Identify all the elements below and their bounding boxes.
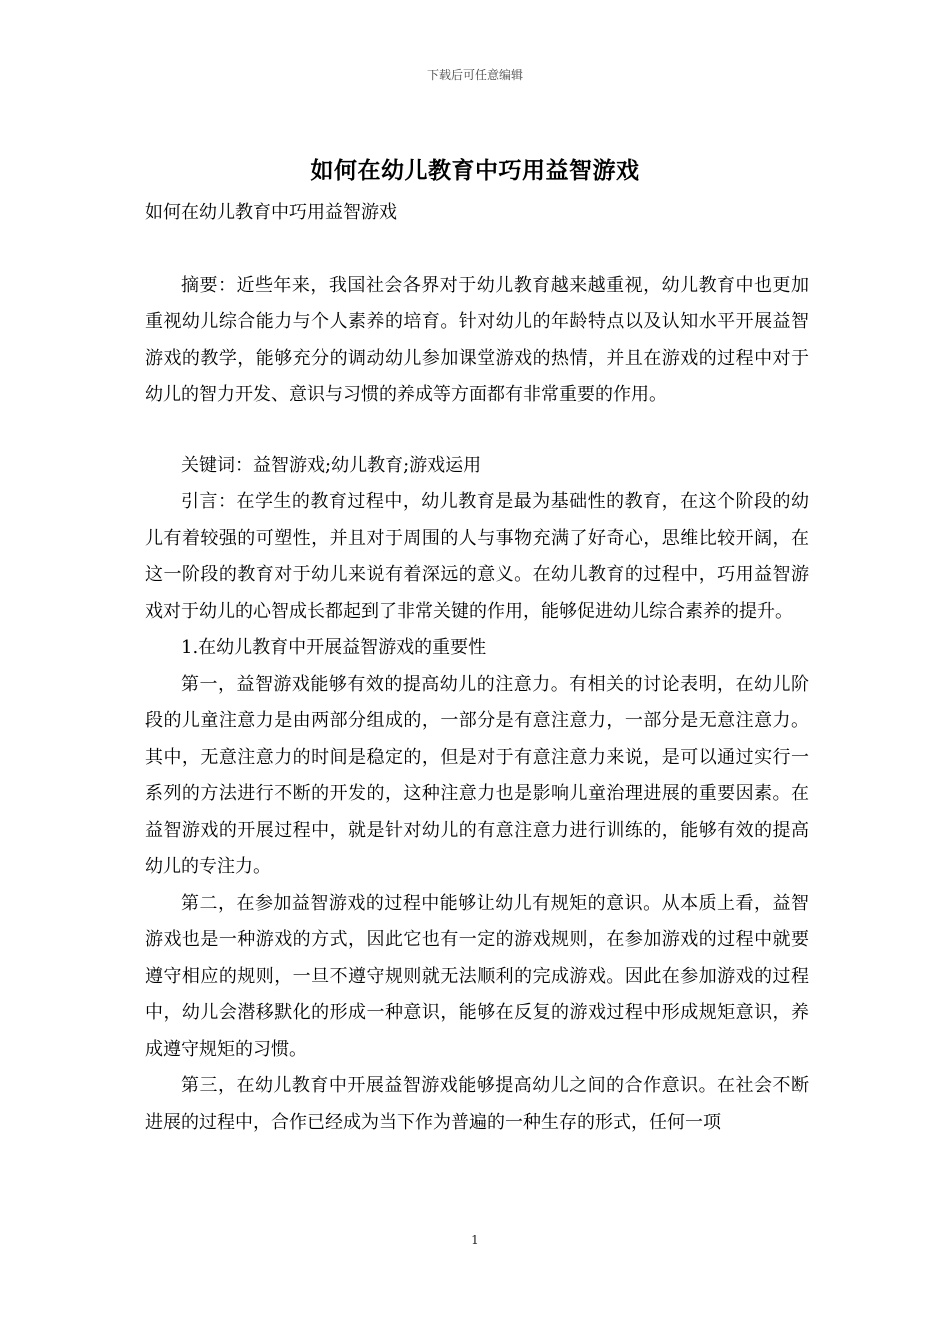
section-heading: 1.在幼儿教育中开展益智游戏的重要性 <box>181 637 487 658</box>
document-body <box>145 195 809 1141</box>
document-title: 如何在幼儿教育中巧用益智游戏 <box>310 158 640 184</box>
abstract-paragraph: 摘要：近些年来，我国社会各界对于幼儿教育越来越重视，幼儿教育中也更加重视幼儿综合能力与个人素养的培育。针对幼儿的年龄特点以及认知水平开展益智游戏的教学，能够充分的调动幼儿参加课堂游戏的热情，并且在游戏的过程中对于幼儿的智力开发、意识与习惯的养成等方面都有非常重要的作用。 <box>145 274 809 405</box>
document-subtitle: 如何在幼儿教育中巧用益智游戏 <box>145 202 397 223</box>
keywords-line: 关键词：益智游戏;幼儿教育;游戏运用 <box>181 454 482 476</box>
body-paragraph-1: 第一，益智游戏能够有效的提高幼儿的注意力。有相关的讨论表明，在幼儿阶段的儿童注意力是由两部分组成的，一部分是有意注意力，一部分是无意注意力。其中，无意注意力的时间是稳定的，但是对于有意注意力来说，是可以通过实行一系列的方法进行不断的开发的，这种注意力也是影响儿童治理进展的重要因素。在益智游戏的开展过程中，就是针对幼儿的有意注意力进行训练的，能够有效的提高幼儿的专注力。 <box>145 673 809 877</box>
body-paragraph-2: 第二，在参加益智游戏的过程中能够让幼儿有规矩的意识。从本质上看，益智游戏也是一种游戏的方式，因此它也有一定的游戏规则，在参加游戏的过程中就要遵守相应的规则，一旦不遵守规则就无法顺利的完成游戏。因此在参加游戏的过程中，幼儿会潜移默化的形成一种意识，能够在反复的游戏过程中形成规矩意识，养成遵守规矩的习惯。 <box>145 892 809 1060</box>
header-note: 下载后可任意编辑 <box>426 68 523 82</box>
page-number: 1 <box>471 1233 479 1247</box>
body-paragraph-3: 第三，在幼儿教育中开展益智游戏能够提高幼儿之间的合作意识。在社会不断进展的过程中，合作已经成为当下作为普遍的一种生存的形式，任何一项 <box>145 1075 809 1133</box>
introduction-paragraph: 引言：在学生的教育过程中，幼儿教育是最为基础性的教育，在这个阶段的幼儿有着较强的可塑性，并且对于周围的人与事物充满了好奇心，思维比较开阔，在这一阶段的教育对于幼儿来说有着深远的意义。在幼儿教育的过程中，巧用益智游戏对于幼儿的心智成长都起到了非常关键的作用，能够促进幼儿综合素养的提升。 <box>145 491 809 622</box>
